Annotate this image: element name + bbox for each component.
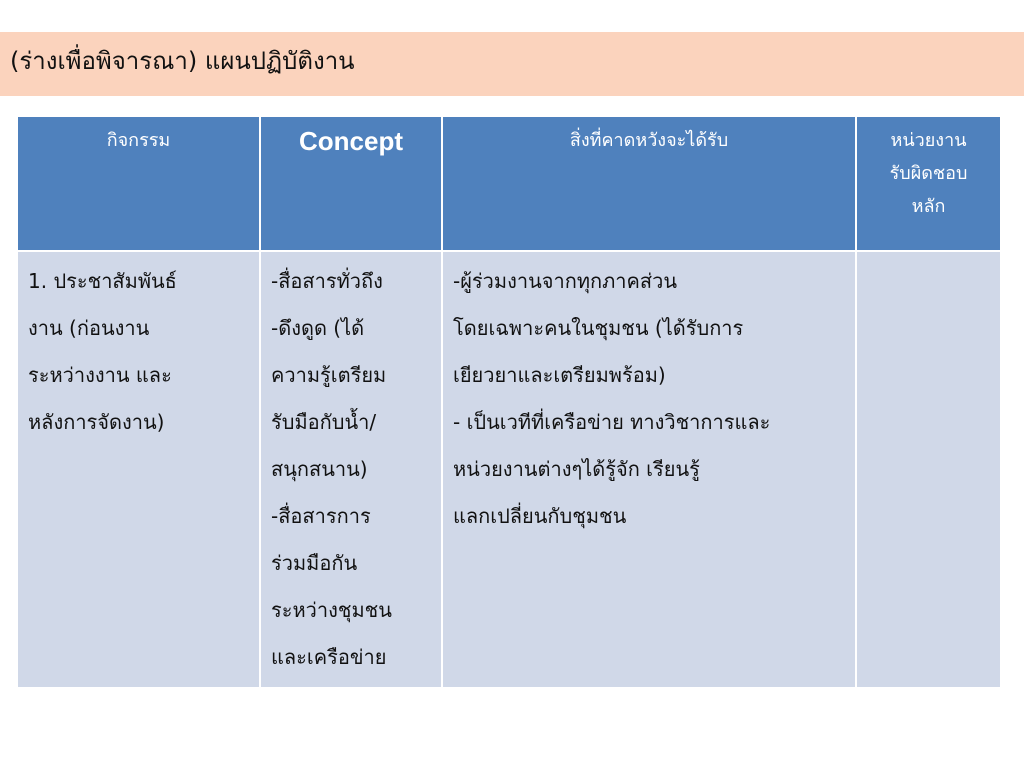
header-activity [17,116,260,251]
header-expected-label: สิ่งที่คาดหวังจะได้รับ [569,130,729,151]
title-banner [0,32,1024,96]
cell-expected [442,251,856,688]
header-activity-label: กิจกรรม [106,130,171,151]
page-title: (ร่างเพื่อพิจารณา) แผนปฏิบัติงาน [10,47,355,75]
concept-text: -สื่อสารทั่วถึง -ดึงดูด (ได้ ความรู้เตรียม รับมือกับน้ำ/ สนุกสนาน) -สื่อสารการ ร่วมมือกัน ระหว่างชุมชน และเครือข่าย [271,269,392,669]
header-responsible-label: หน่วยงาน รับผิดชอบ หลัก [889,130,968,217]
cell-concept [260,251,442,688]
activity-text: 1. ประชาสัมพันธ์ งาน (ก่อนงาน ระหว่างงาน และ หลังการจัดงาน) [28,269,177,434]
cell-activity [17,251,260,688]
header-responsible [856,116,1001,251]
responsible-text [857,252,1000,258]
action-plan-table [16,115,1002,689]
cell-responsible [856,251,1001,688]
table-row [17,251,1001,688]
header-expected [442,116,856,251]
header-concept [260,116,442,251]
header-concept-label: Concept [299,126,403,156]
expected-text: -ผู้ร่วมงานจากทุกภาคส่วน โดยเฉพาะคนในชุมชน (ได้รับการ เยียวยาและเตรียมพร้อม) - เป็นเวทีที่เครือข่าย ทางวิชาการและ หน่วยงานต่างๆได้รู้จัก เรียนรู้ แลกเปลี่ยนกับชุมชน [453,269,771,528]
table-header-row [17,116,1001,251]
